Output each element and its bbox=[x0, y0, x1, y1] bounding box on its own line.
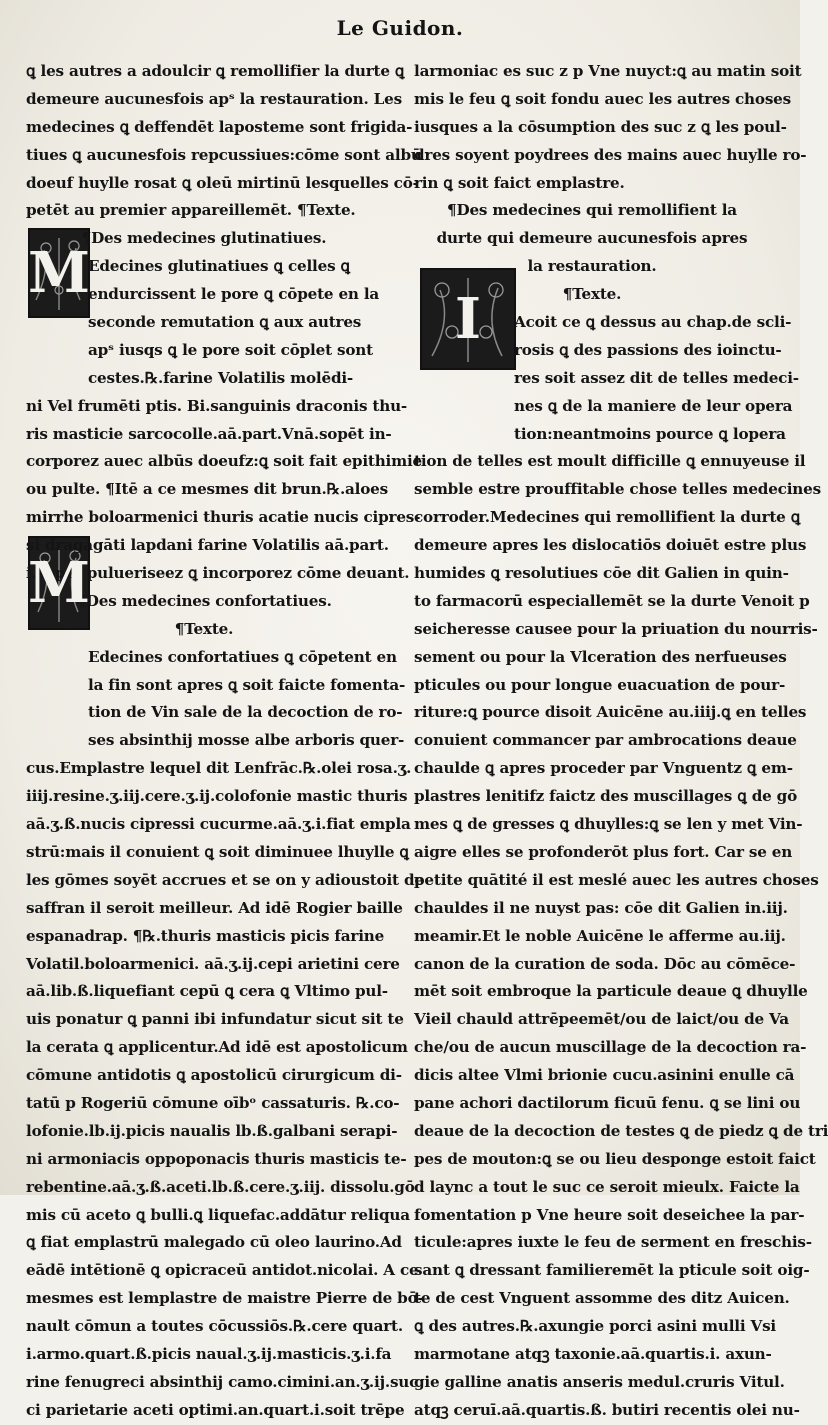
text-line: corporez auec albūs doeufz:ꝗ soit fait epithimie bbox=[26, 452, 423, 471]
text-line: mēt soit embroque la particule deaue ꝗ dhuylle bbox=[414, 982, 808, 1001]
text-line: la cerata ꝗ applicentur.Ad idē est apostolicum bbox=[26, 1038, 408, 1057]
text-line: te de cest Vnguent assomme des ditz Auicen. bbox=[414, 1289, 790, 1308]
text-line: Vieil chauld attrēpeemēt/ou de laict/ou de Va bbox=[414, 1010, 789, 1029]
text-line: mes ꝗ de gresses ꝗ dhuylles:ꝗ se len y met Vin- bbox=[414, 815, 803, 834]
text-line: aā.ʒ.ß.nucis cipressi cucurme.aā.ʒ.i.fiat empla bbox=[26, 815, 411, 834]
text-line: i.sopēt pulueriseez ꝗ incorporez cōme deuant. bbox=[26, 564, 410, 583]
text-line: sant ꝗ dressant familieremēt la pticule soit oig- bbox=[414, 1261, 810, 1280]
text-line: tion de Vin sale de la decoction de ro- bbox=[88, 703, 403, 722]
text-line: demeure aucunesfois apˢ la restauration. Les bbox=[26, 89, 402, 108]
running-head: Le Guidon. bbox=[336, 16, 464, 40]
text-line: nes ꝗ de la maniere de leur opera bbox=[514, 396, 793, 415]
decorated-initial-m-2: M bbox=[28, 536, 90, 630]
text-line: cus.Emplastre lequel dit Lenfrāc.℞.olei rosa.ʒ. bbox=[26, 759, 412, 778]
text-line: ꝗ fiat emplastrū malegado cū oleo laurino.Ad bbox=[26, 1233, 402, 1252]
text-line: ꝗ les autres a adoulcir ꝗ remollifier la durte ꝗ bbox=[26, 62, 405, 80]
text-line: che/ou de aucun muscillage de la decoction ra- bbox=[414, 1038, 807, 1057]
text-line: corroder.Medecines qui remollifient la durte ꝗ bbox=[414, 508, 801, 527]
text-line: Edecines confortatiues ꝗ cōpetent en bbox=[88, 647, 397, 666]
text-line: res soit assez dit de telles medeci- bbox=[514, 368, 799, 387]
text-line: sement ou pour la Vlceration des nerfueuses bbox=[414, 647, 787, 666]
text-line: plastres lenitifz faictz des muscillages ꝗ de gō bbox=[414, 787, 798, 806]
text-line: si dragagāti lapdani farine Volatilis aā.part. bbox=[26, 536, 389, 555]
text-line: mirrhe boloarmenici thuris acatie nucis cipres- bbox=[26, 508, 421, 527]
section-heading: ¶Des medecines glutinatiues. bbox=[81, 229, 327, 248]
text-line: i.armo.quart.ß.picis naual.ʒ.ij.masticis.ʒ.i.fa bbox=[26, 1344, 392, 1363]
text-line: ꝗ des autres.℞.axungie porci asini mulli Vsi bbox=[414, 1317, 776, 1336]
text-line: apˢ iusqs ꝗ le pore soit cōplet sont bbox=[88, 340, 373, 359]
text-line: rin ꝗ soit faict emplastre. bbox=[414, 173, 625, 192]
text-line: seicheresse causee pour la priuation du nourris- bbox=[414, 619, 818, 638]
text-line: petite quātité il est meslé auec les autres choses bbox=[414, 870, 819, 889]
text-line: tiues ꝗ aucunesfois repcussiues:cōme sont albū bbox=[26, 145, 422, 164]
text-line: tatū p Rogeriū cōmune oībᵒ cassaturis. ℞.co- bbox=[26, 1093, 400, 1112]
text-line: aigre elles se profonderōt plus fort. Car se en bbox=[414, 842, 793, 861]
text-line: dicis altee Vlmi brionie cucu.asinini enulle cā bbox=[414, 1066, 795, 1085]
text-line: chaulde ꝗ apres proceder par Vnguentz ꝗ em- bbox=[414, 759, 793, 778]
text-line: Volatil.boloarmenici. aā.ʒ.ij.cepi arietini cere bbox=[26, 954, 400, 973]
text-line: Acoit ce ꝗ dessus au chap.de scli- bbox=[514, 313, 792, 332]
section-heading: durte qui demeure aucunesfois apres bbox=[436, 229, 748, 248]
texte-heading: ¶Texte. bbox=[562, 285, 622, 304]
text-line: pane achori dactilorum ficuū fenu. ꝗ se lini ou bbox=[414, 1093, 801, 1112]
text-line: nault cōmun a toutes cōcussiōs.℞.cere quart. bbox=[26, 1317, 403, 1336]
text-line: iusques a la cōsumption des suc z ꝗ les poul- bbox=[414, 117, 787, 136]
text-line: petēt au premier appareillemēt. ¶Texte. bbox=[26, 201, 356, 220]
text-line: seconde remutation ꝗ aux autres bbox=[88, 313, 362, 332]
text-line: lofonie.lb.ij.picis naualis lb.ß.galbani serapi- bbox=[26, 1121, 398, 1140]
text-line: eādē intētionē ꝗ opicraceū antidot.nicolai. A ce bbox=[26, 1261, 419, 1280]
text-line: Edecines glutinatiues ꝗ celles ꝗ bbox=[88, 257, 350, 276]
texte-heading: ¶Texte. bbox=[174, 619, 234, 638]
text-line: riture:ꝗ pource disoit Auicēne au.iiij.ꝗ en telles bbox=[414, 703, 807, 722]
section-heading: ¶Des medecines qui remollifient la bbox=[447, 201, 737, 220]
text-line: chauldes il ne nuyst pas: cōe dit Galien in.iij. bbox=[414, 898, 788, 917]
text-line: rine fenugreci absinthij camo.cimini.an.ʒ.ij.suc bbox=[26, 1372, 419, 1391]
text-line: saffran il seroit meilleur. Ad idē Rogier baille bbox=[26, 898, 403, 917]
text-line: ses absinthij mosse albe arboris quer- bbox=[88, 731, 405, 750]
text-line: fomentation p Vne heure soit deseichee la par- bbox=[414, 1205, 805, 1224]
text-line: doeuf huylle rosat ꝗ oleū mirtinū lesquelles cō- bbox=[26, 173, 419, 192]
text-line: larmoniac es suc z p Vne nuyct:ꝗ au matin soit bbox=[414, 62, 802, 80]
text-line: espanadrap. ¶℞.thuris masticis picis farine bbox=[26, 926, 385, 945]
text-line: mesmes est lemplastre de maistre Pierre de bō- bbox=[26, 1289, 424, 1308]
text-line: meamir.Et le noble Auicēne le afferme au.iij. bbox=[414, 926, 786, 945]
text-line: mis cū aceto ꝗ bulli.ꝗ liquefac.addātur reliqua bbox=[26, 1205, 410, 1224]
text-line: ci parietarie aceti optimi.an.quart.i.soit trēpe bbox=[26, 1400, 405, 1419]
text-line: la fin sont apres ꝗ soit faicte fomenta- bbox=[88, 675, 406, 694]
text-line: conuient commancer par ambrocations deaue bbox=[414, 731, 797, 750]
section-heading: la restauration. bbox=[527, 257, 657, 276]
text-line: cestes.℞.farine Volatilis molēdi- bbox=[88, 368, 354, 387]
text-line: canon de la curation de soda. Dōc au cōmēce- bbox=[414, 954, 796, 973]
text-line: uis ponatur ꝗ panni ibi infundatur sicut sit te bbox=[26, 1010, 404, 1029]
text-line: aā.lib.ß.liquefiant cepū ꝗ cera ꝗ Vltimo pul- bbox=[26, 982, 388, 1001]
text-line: cōmune antidotis ꝗ apostolicū cirurgicum di- bbox=[26, 1066, 402, 1085]
text-line: tion:neantmoins pource ꝗ lopera bbox=[514, 424, 786, 443]
text-line: tion de telles est moult difficille ꝗ ennuyeuse il bbox=[414, 452, 806, 471]
right-column bbox=[414, 58, 828, 1425]
text-line: marmotane atqꝫ taxonie.aā.quartis.i. axun- bbox=[414, 1344, 772, 1363]
text-line: ticule:apres iuxte le feu de serment en freschis- bbox=[414, 1233, 812, 1252]
text-line: iiij.resine.ʒ.iij.cere.ʒ.ij.colofonie mastic thuris bbox=[26, 787, 408, 806]
text-line: les gōmes soyēt accrues et se on y adioustoit de bbox=[26, 870, 424, 889]
text-line: strū:mais il conuient ꝗ soit diminuee lhuylle ꝗ bbox=[26, 842, 409, 861]
text-line: humides ꝗ resolutiues cōe dit Galien in quin- bbox=[414, 564, 789, 583]
text-line: d laync a tout le suc ce seroit mieulx. Faicte la bbox=[414, 1177, 800, 1196]
text-line: to farmacorū especiallemēt se la durte Venoit p bbox=[414, 591, 810, 610]
text-line: demeure apres les dislocatiōs doiuēt estre plus bbox=[414, 536, 807, 555]
text-line: rosis ꝗ des passions des ioinctu- bbox=[514, 340, 782, 359]
decorated-initial-m-1: M bbox=[28, 228, 90, 318]
text-line: medecines ꝗ deffendēt laposteme sont frigida- bbox=[26, 117, 413, 136]
text-line: ni armoniacis oppoponacis thuris masticis te- bbox=[26, 1149, 407, 1168]
text-line: endurcissent le pore ꝗ cōpete en la bbox=[88, 285, 380, 304]
text-line: mis le feu ꝗ soit fondu auec les autres choses bbox=[414, 89, 791, 108]
text-line: pes de mouton:ꝗ se ou lieu desponge estoit faict bbox=[414, 1149, 816, 1168]
text-line: atqꝫ ceruī.aā.quartis.ß. butiri recentis olei nu- bbox=[414, 1400, 800, 1419]
text-line: ris masticie sarcocolle.aā.part.Vnā.sopēt in- bbox=[26, 424, 392, 443]
text-line: ou pulte. ¶Itē a ce mesmes dit brun.℞.aloes bbox=[26, 480, 388, 499]
text-line: deaue de la decoction de testes ꝗ de piedz ꝗ de tri bbox=[414, 1121, 828, 1140]
text-line: rebentine.aā.ʒ.ß.aceti.lb.ß.cere.ʒ.iij. dissolu.gō bbox=[26, 1177, 415, 1196]
section-heading: ¶Des medecines confortatiues. bbox=[76, 591, 332, 610]
decorated-initial-i: I bbox=[420, 268, 516, 370]
text-line: semble estre prouffitable chose telles medecines bbox=[414, 480, 821, 499]
text-line: gie galline anatis anseris medul.cruris Vitul. bbox=[414, 1372, 785, 1391]
text-line: pticules ou pour longue euacuation de pour- bbox=[414, 675, 786, 694]
text-line: dres soyent poydrees des mains auec huylle ro- bbox=[414, 145, 807, 164]
text-line: ni Vel frumēti ptis. Bi.sanguinis draconis thu- bbox=[26, 396, 408, 415]
